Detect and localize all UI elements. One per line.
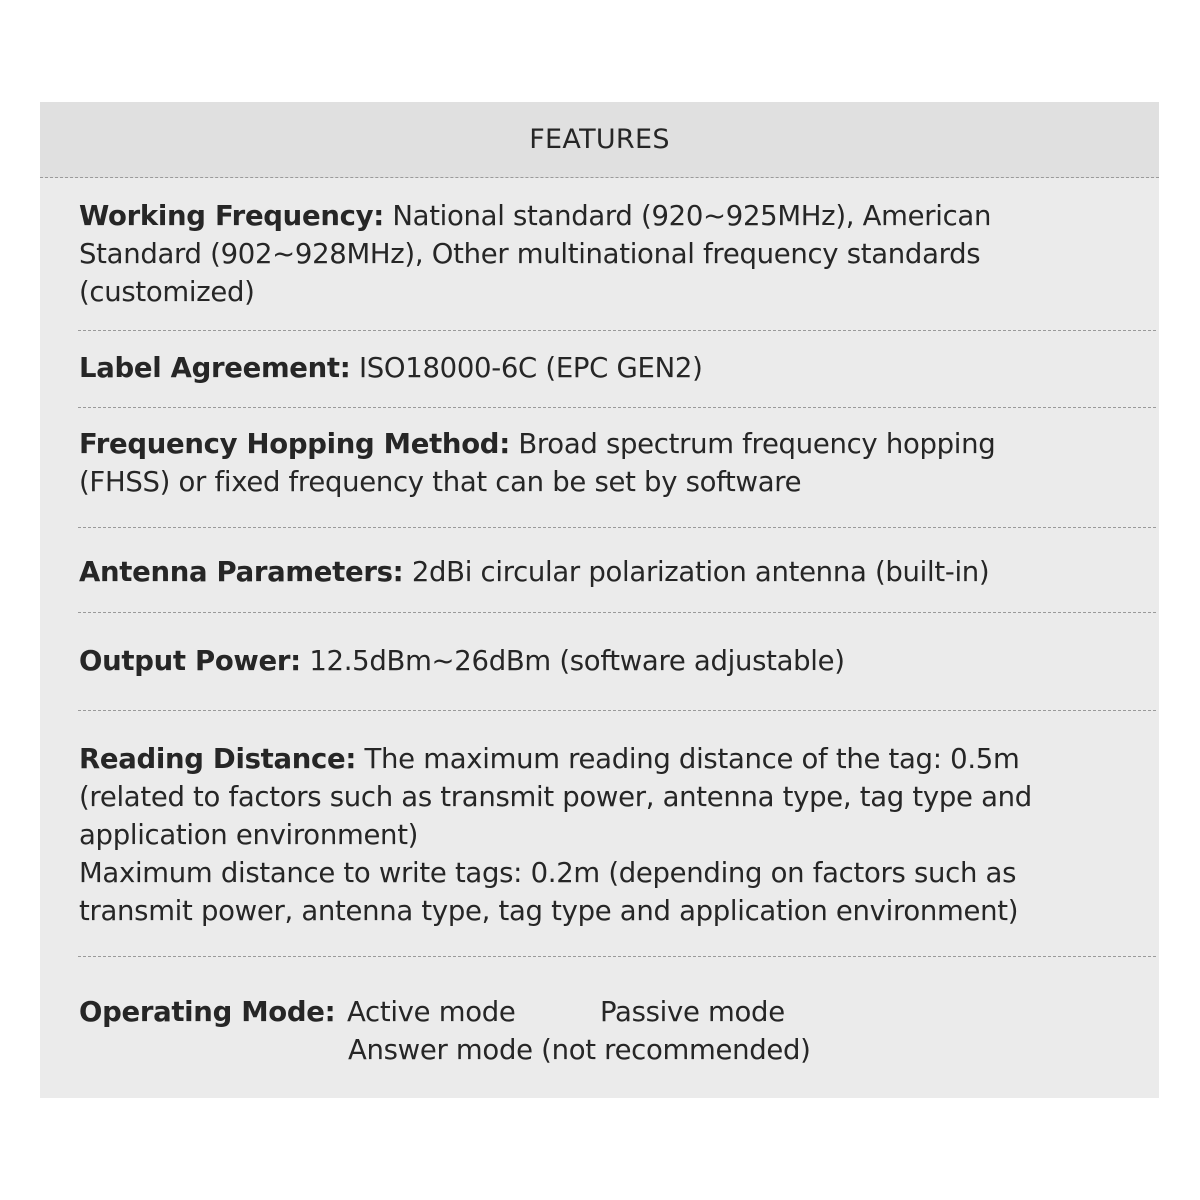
- feature-value: ISO18000-6C (EPC GEN2): [358, 352, 703, 384]
- feature-value: (related to factors such as transmit power, antenna type, tag type and: [79, 781, 1032, 813]
- feature-value: The maximum reading distance of the tag: 0.5m: [364, 743, 1020, 775]
- feature-value: application environment): [79, 819, 419, 851]
- feature-label: Working Frequency:: [79, 200, 384, 232]
- feature-value: (customized): [79, 276, 255, 308]
- feature-value: transmit power, antenna type, tag type and application environment): [79, 895, 1019, 927]
- feature-operating-mode: [79, 993, 1159, 1069]
- feature-reading-distance: [79, 740, 1159, 930]
- feature-label-agreement: [79, 349, 1159, 387]
- feature-working-frequency: [79, 197, 1159, 311]
- feature-label: Reading Distance:: [79, 743, 357, 775]
- feature-label: Output Power:: [79, 645, 301, 677]
- row-divider: [78, 956, 1156, 957]
- row-divider: [78, 612, 1156, 613]
- mode-answer: Answer mode (not recommended): [348, 1034, 811, 1066]
- feature-frequency-hopping: [79, 425, 1159, 501]
- feature-value: Broad spectrum frequency hopping: [518, 428, 996, 460]
- feature-label: Antenna Parameters:: [79, 556, 404, 588]
- feature-antenna-parameters: [79, 553, 1159, 591]
- feature-output-power: [79, 642, 1159, 680]
- feature-value: 2dBi circular polarization antenna (built-in): [411, 556, 990, 588]
- feature-label: Frequency Hopping Method:: [79, 428, 510, 460]
- feature-label: Label Agreement:: [79, 352, 351, 384]
- features-header: [40, 102, 1159, 178]
- features-card: [40, 102, 1159, 1098]
- row-divider: [78, 330, 1156, 331]
- feature-value: Maximum distance to write tags: 0.2m (depending on factors such as: [79, 857, 1017, 889]
- features-title: FEATURES: [529, 124, 670, 155]
- feature-label: Operating Mode:: [79, 996, 336, 1028]
- mode-active: Active mode: [347, 996, 516, 1028]
- feature-value: 12.5dBm~26dBm (software adjustable): [309, 645, 845, 677]
- feature-value: Standard (902~928MHz), Other multinational frequency standards: [79, 238, 981, 270]
- feature-value: (FHSS) or fixed frequency that can be set by software: [79, 466, 802, 498]
- feature-value: National standard (920~925MHz), American: [392, 200, 992, 232]
- row-divider: [78, 527, 1156, 528]
- mode-passive: Passive mode: [600, 996, 785, 1028]
- row-divider: [78, 710, 1156, 711]
- row-divider: [78, 407, 1156, 408]
